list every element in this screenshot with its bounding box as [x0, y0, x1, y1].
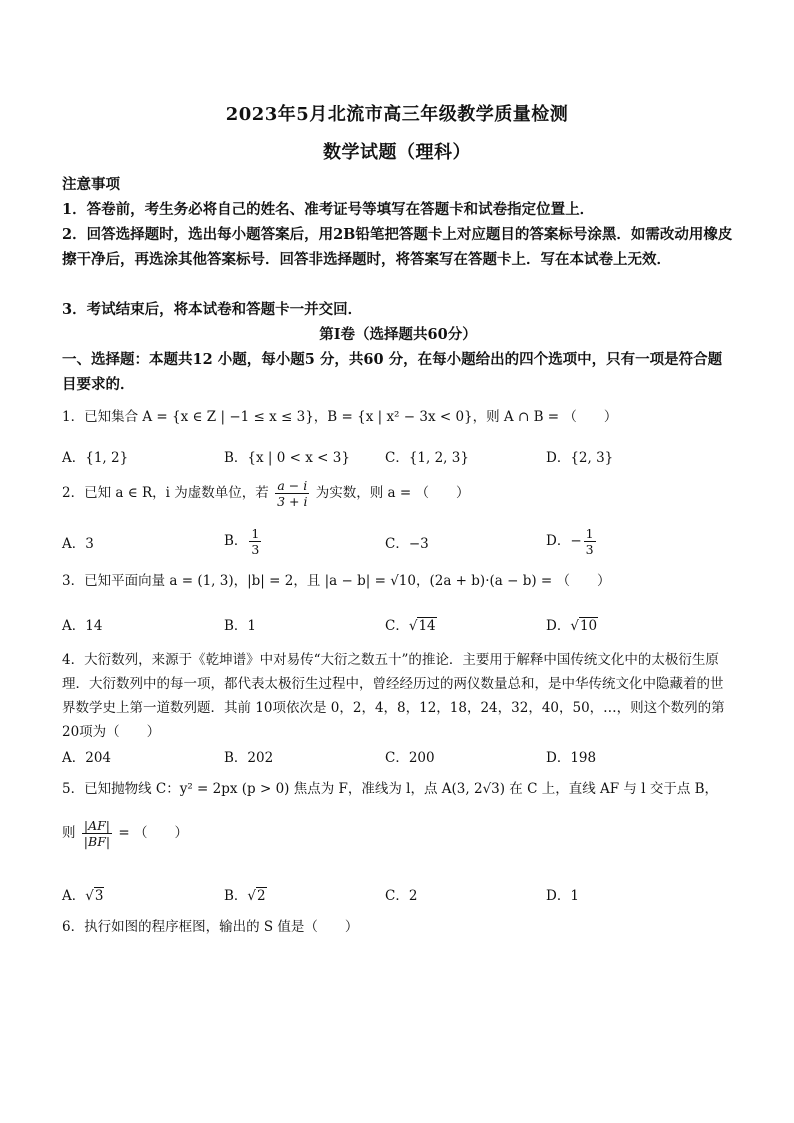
q4-option-b: B．202: [224, 750, 274, 766]
q5-fraction: [82, 818, 112, 849]
q2-frac-den: 3 + i: [277, 494, 308, 509]
q2-d-num: 1: [585, 526, 594, 541]
question-3-options: [62, 614, 734, 638]
q3-c-label: C．√: [385, 618, 418, 634]
question-5-options: [62, 884, 734, 908]
question-3-stem: 3．已知平面向量 a = (1, 3)，|b| = 2，且 |a − b| = √10，(2a + b)·(a − b) = （ ）: [62, 573, 611, 589]
q5-option-d: D．1: [546, 888, 579, 904]
q2-option-a: A．3: [62, 536, 94, 552]
q5-a-radicand: 3: [94, 888, 104, 904]
q5-ratio-post: = （ ）: [118, 825, 188, 841]
question-4-stem: 4．大衍数列，来源于《乾坤谱》中对易传“大衍之数五十”的推论．主要用于解释中国传统文化中的太极衍生原理．大衍数列中的每一项，都代表太极衍生过程中，曾经经历过的两仪数量总和，是中华传统文化中隐藏着的世界数学史上第一道数列题．其前 10项依次是 0，2，4，8，12，18，24，32，40，50，…，则这个数列的第 20项为（ ）: [62, 652, 725, 740]
q2-option-d: [546, 526, 598, 557]
question-2-options: [62, 526, 734, 560]
q3-d-radicand: 10: [579, 618, 598, 634]
question-2-stem: [62, 478, 734, 509]
q2-b-den: 3: [251, 542, 260, 557]
q2-d-den: 3: [585, 542, 594, 557]
q5-option-a: [62, 884, 104, 904]
q1-option-d: D．{2, 3}: [546, 450, 614, 466]
q2-frac-num: a − i: [275, 478, 309, 494]
q2-option-c: C．−3: [385, 536, 429, 552]
q3-option-a: A．14: [62, 618, 103, 634]
q5-ratio-pre: 则: [62, 825, 76, 841]
q2-stem-post: 为实数，则 a = （ ）: [315, 485, 470, 501]
q3-d-label: D．√: [546, 618, 579, 634]
question-6-stem: 6．执行如图的程序框图，输出的 S 值是（ ）: [62, 919, 359, 935]
q1-option-a: A．{1, 2}: [62, 450, 129, 466]
part1-instructions: 一、选择题：本题共12 小题，每小题5 分，共60 分，在每小题给出的四个选项中，只有一项是符合题目要求的．: [62, 351, 723, 393]
q5-frac-den: |BF|: [83, 834, 111, 849]
question-5-stem: 5．已知抛物线 C：y² = 2px (p > 0) 焦点为 F，准线为 l，点 A(3, 2√3) 在 C 上，直线 AF 与 l 交于点 B，: [62, 781, 719, 797]
question-1-options: [62, 446, 734, 470]
q3-c-radicand: 14: [418, 618, 436, 634]
exam-title: 2023年5月北流市高三年级教学质量检测: [225, 104, 569, 125]
q3-option-c: [385, 614, 437, 634]
q2-option-b: [224, 526, 263, 557]
question-1-stem: 1．已知集合 A = {x ∈ Z | −1 ≤ x ≤ 3}，B = {x | x² − 3x < 0}，则 A ∩ B = （ ）: [62, 409, 618, 425]
q1-option-c: C．{1, 2, 3}: [385, 450, 469, 466]
q5-a-label: A．√: [62, 888, 94, 904]
q3-option-d: [546, 614, 598, 634]
q5-frac-num: |AF|: [82, 818, 112, 834]
q4-option-d: D．198: [546, 750, 597, 766]
note-3: 3．考试结束后，将本试卷和答题卡一并交回．: [62, 301, 363, 318]
q5-b-radicand: 2: [257, 888, 266, 904]
q5-option-b: [224, 884, 267, 904]
q2-fraction: [275, 478, 309, 509]
question-5-ratio: [62, 818, 734, 849]
q2-b-num: 1: [251, 526, 260, 541]
q3-option-b: B．1: [224, 618, 257, 634]
q5-option-c: C．2: [385, 888, 418, 904]
note-2: 2．回答选择题时，选出每小题答案后，用2B铅笔把答题卡上对应题目的答案标号涂黑．如需改动用橡皮擦干净后，再选涂其他答案标号．回答非选择题时，将答案写在答题卡上．写在本试卷上无效．: [62, 226, 733, 268]
q1-option-b: B．{x | 0 < x < 3}: [224, 450, 350, 466]
exam-subtitle: 数学试题（理科）: [323, 142, 471, 163]
q5-b-label: B．√: [224, 888, 257, 904]
q2-d-label: D．−: [546, 533, 582, 549]
note-1: 1．答卷前，考生务必将自己的姓名、准考证号等填写在答题卡和试卷指定位置上．: [62, 201, 595, 218]
q4-option-a: A．204: [62, 750, 112, 766]
q2-b-label: B．: [224, 533, 248, 549]
q4-option-c: C．200: [385, 750, 435, 766]
question-4-options: [62, 746, 734, 770]
section-heading: 第Ⅰ卷（选择题共60分）: [319, 326, 477, 343]
notes-heading: 注意事项: [62, 176, 120, 193]
q2-stem-pre: 2．已知 a ∈ R，i 为虚数单位，若: [62, 485, 269, 501]
